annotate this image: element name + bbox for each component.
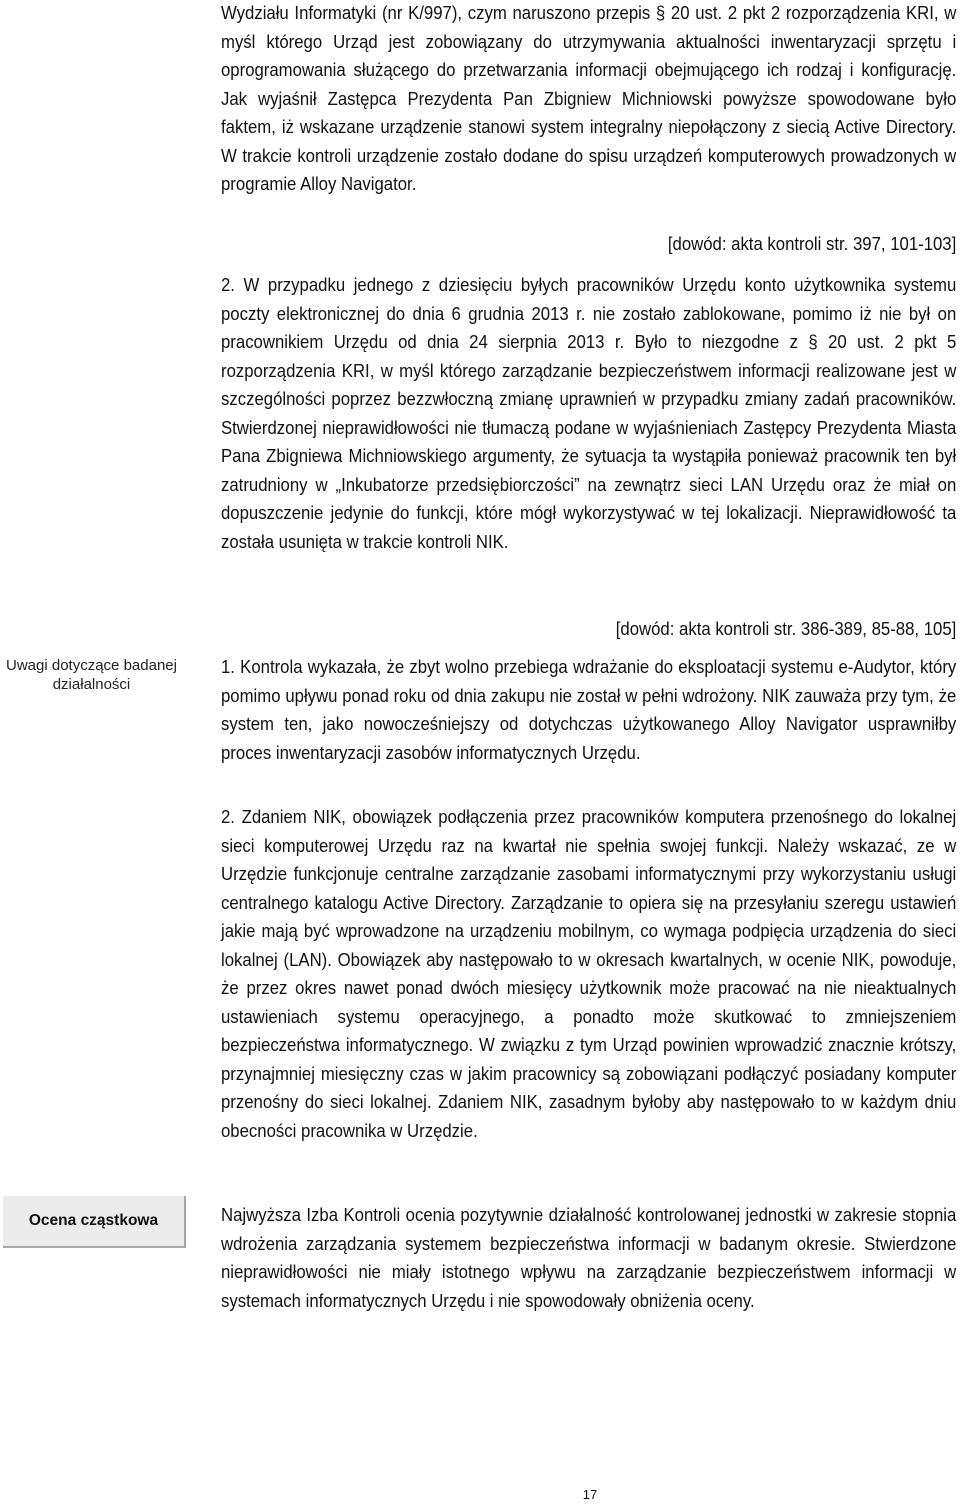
paragraph-text: Najwyższa Izba Kontroli ocenia pozytywnie działalność kontrolowanej jednostki w zakresie stopnia wdrożenia zarządzania systemem bezpieczeństwa informacji w badanym okresie. Stwierdzone nieprawidłowości nie miały istotnego wpływu na zarządzanie bezpieczeństwem informacji w systemach informatycznych Urzędu i nie spowodowały obniżenia oceny.: [221, 1204, 957, 1311]
evidence-reference-text: [dowód: akta kontroli str. 386-389, 85-88, 105]: [615, 618, 957, 639]
paragraph-partial-assessment: [221, 1201, 956, 1315]
paragraph-e-auditor-remark: [221, 653, 956, 767]
evidence-reference-2: [221, 615, 956, 644]
paragraph-text: 2. W przypadku jednego z dziesięciu byłych pracowników Urzędu konto użytkownika systemu poczty elektronicznej do dnia 6 grudnia 2013 r. nie zostało zablokowane, pomimo iż nie był on pracownikiem Urzędu od dnia 24 sierpnia 2013 r. Było to niezgodne z § 20 ust. 2 pkt 5 rozporządzenia KRI, w myśl którego zarządzanie bezpieczeństwem informacji realizowane jest w szczególności poprzez bezzwłoczną zmianę uprawnień w przypadku zmiany zadań pracowników. Stwierdzonej nieprawidłowości nie tłumaczą podane w wyjaśnieniach Zastępcy Prezydenta Miasta Pana Zbigniewa Michniowskiego argumenty, że sytuacja ta wystąpiła ponieważ pracownik ten był zatrudniony w „Inkubatorze przedsiębiorczości” na zewnątrz sieci LAN Urzędu oraz że miał on dopuszczenie jedynie do funkcji, które mógł wykorzystywać w tej lokalizacji. Nieprawidłowość ta została usunięta w trakcie kontroli NIK.: [221, 274, 957, 552]
paragraph-text: 1. Kontrola wykazała, że zbyt wolno przebiega wdrażanie do eksploatacji systemu e-Audytor, który pomimo upływu ponad roku od dnia zakupu nie został w pełni wdrożony. NIK zauważa przy tym, że system ten, jako nowocześniejszy od dotychczas użytkowanego Alloy Navigator usprawniłby proces inwentaryzacji zasobów informatycznych Urzędu.: [221, 656, 957, 763]
page-number: 17: [582, 1487, 598, 1502]
paragraph-text: Wydziału Informatyki (nr K/997), czym naruszono przepis § 20 ust. 2 pkt 2 rozporządzenia KRI, w myśl którego Urząd jest zobowiązany do utrzymywania aktualności inwentaryzacji sprzętu i oprogramowania służącego do przetwarzania informacji obejmującego ich rodzaj i konfigurację. Jak wyjaśnił Zastępca Prezydenta Pan Zbigniew Michniowski powyższe spowodowane było faktem, iż wskazane urządzenie stanowi system integralny niepołączony z siecią Active Directory. W trakcie kontroli urządzenie zostało dodane do spisu urządzeń komputerowych prowadzonych w programie Alloy Navigator.: [221, 2, 957, 194]
paragraph-inventory-finding: [221, 0, 956, 199]
paragraph-laptop-connection-remark: [221, 803, 956, 1145]
evidence-reference-text: [dowód: akta kontroli str. 397, 101-103]: [667, 233, 957, 254]
paragraph-text: 2. Zdaniem NIK, obowiązek podłączenia przez pracowników komputera przenośnego do lokalnej sieci komputerowej Urzędu raz na kwartał nie spełnia swojej funkcji. Należy wskazać, ze w Urzędzie funkcjonuje centralne zarządzanie zasobami informatycznymi przy wykorzystaniu usługi centralnego katalogu Active Directory. Zarządzanie to opiera się na przesyłaniu szeregu ustawień jakie mają być wprowadzone na urządzeniu mobilnym, co wymaga podpięcia urządzenia do sieci lokalnej (LAN). Obowiązek aby następowało to w okresach kwartalnych, w ocenie NIK, powoduje, że przez okres nawet ponad dwóch miesięcy użytkownik może pracować na nie nieaktualnych ustawieniach systemu operacyjnego, a ponadto może skutkować to zmniejszeniem bezpieczeństwa informatycznego. W związku z tym Urząd powinien wprowadzić znacznie krótszy, przynajmniej miesięczny czas w jakim pracownicy są zobowiązani podłączyć posiadany komputer przenośny do sieci lokalnej. Zdaniem NIK, zasadnym byłoby aby następowało to w każdym dniu obecności pracownika w Urzędzie.: [221, 806, 957, 1141]
evidence-reference-1: [221, 230, 956, 259]
sidebar-notes-label: Uwagi dotyczące badanej działalności: [6, 657, 177, 693]
sidebar-partial-assessment-box: [3, 1196, 186, 1248]
sidebar-partial-assessment-label: Ocena cząstkowa: [28, 1212, 159, 1229]
paragraph-email-account-finding: [221, 271, 956, 556]
